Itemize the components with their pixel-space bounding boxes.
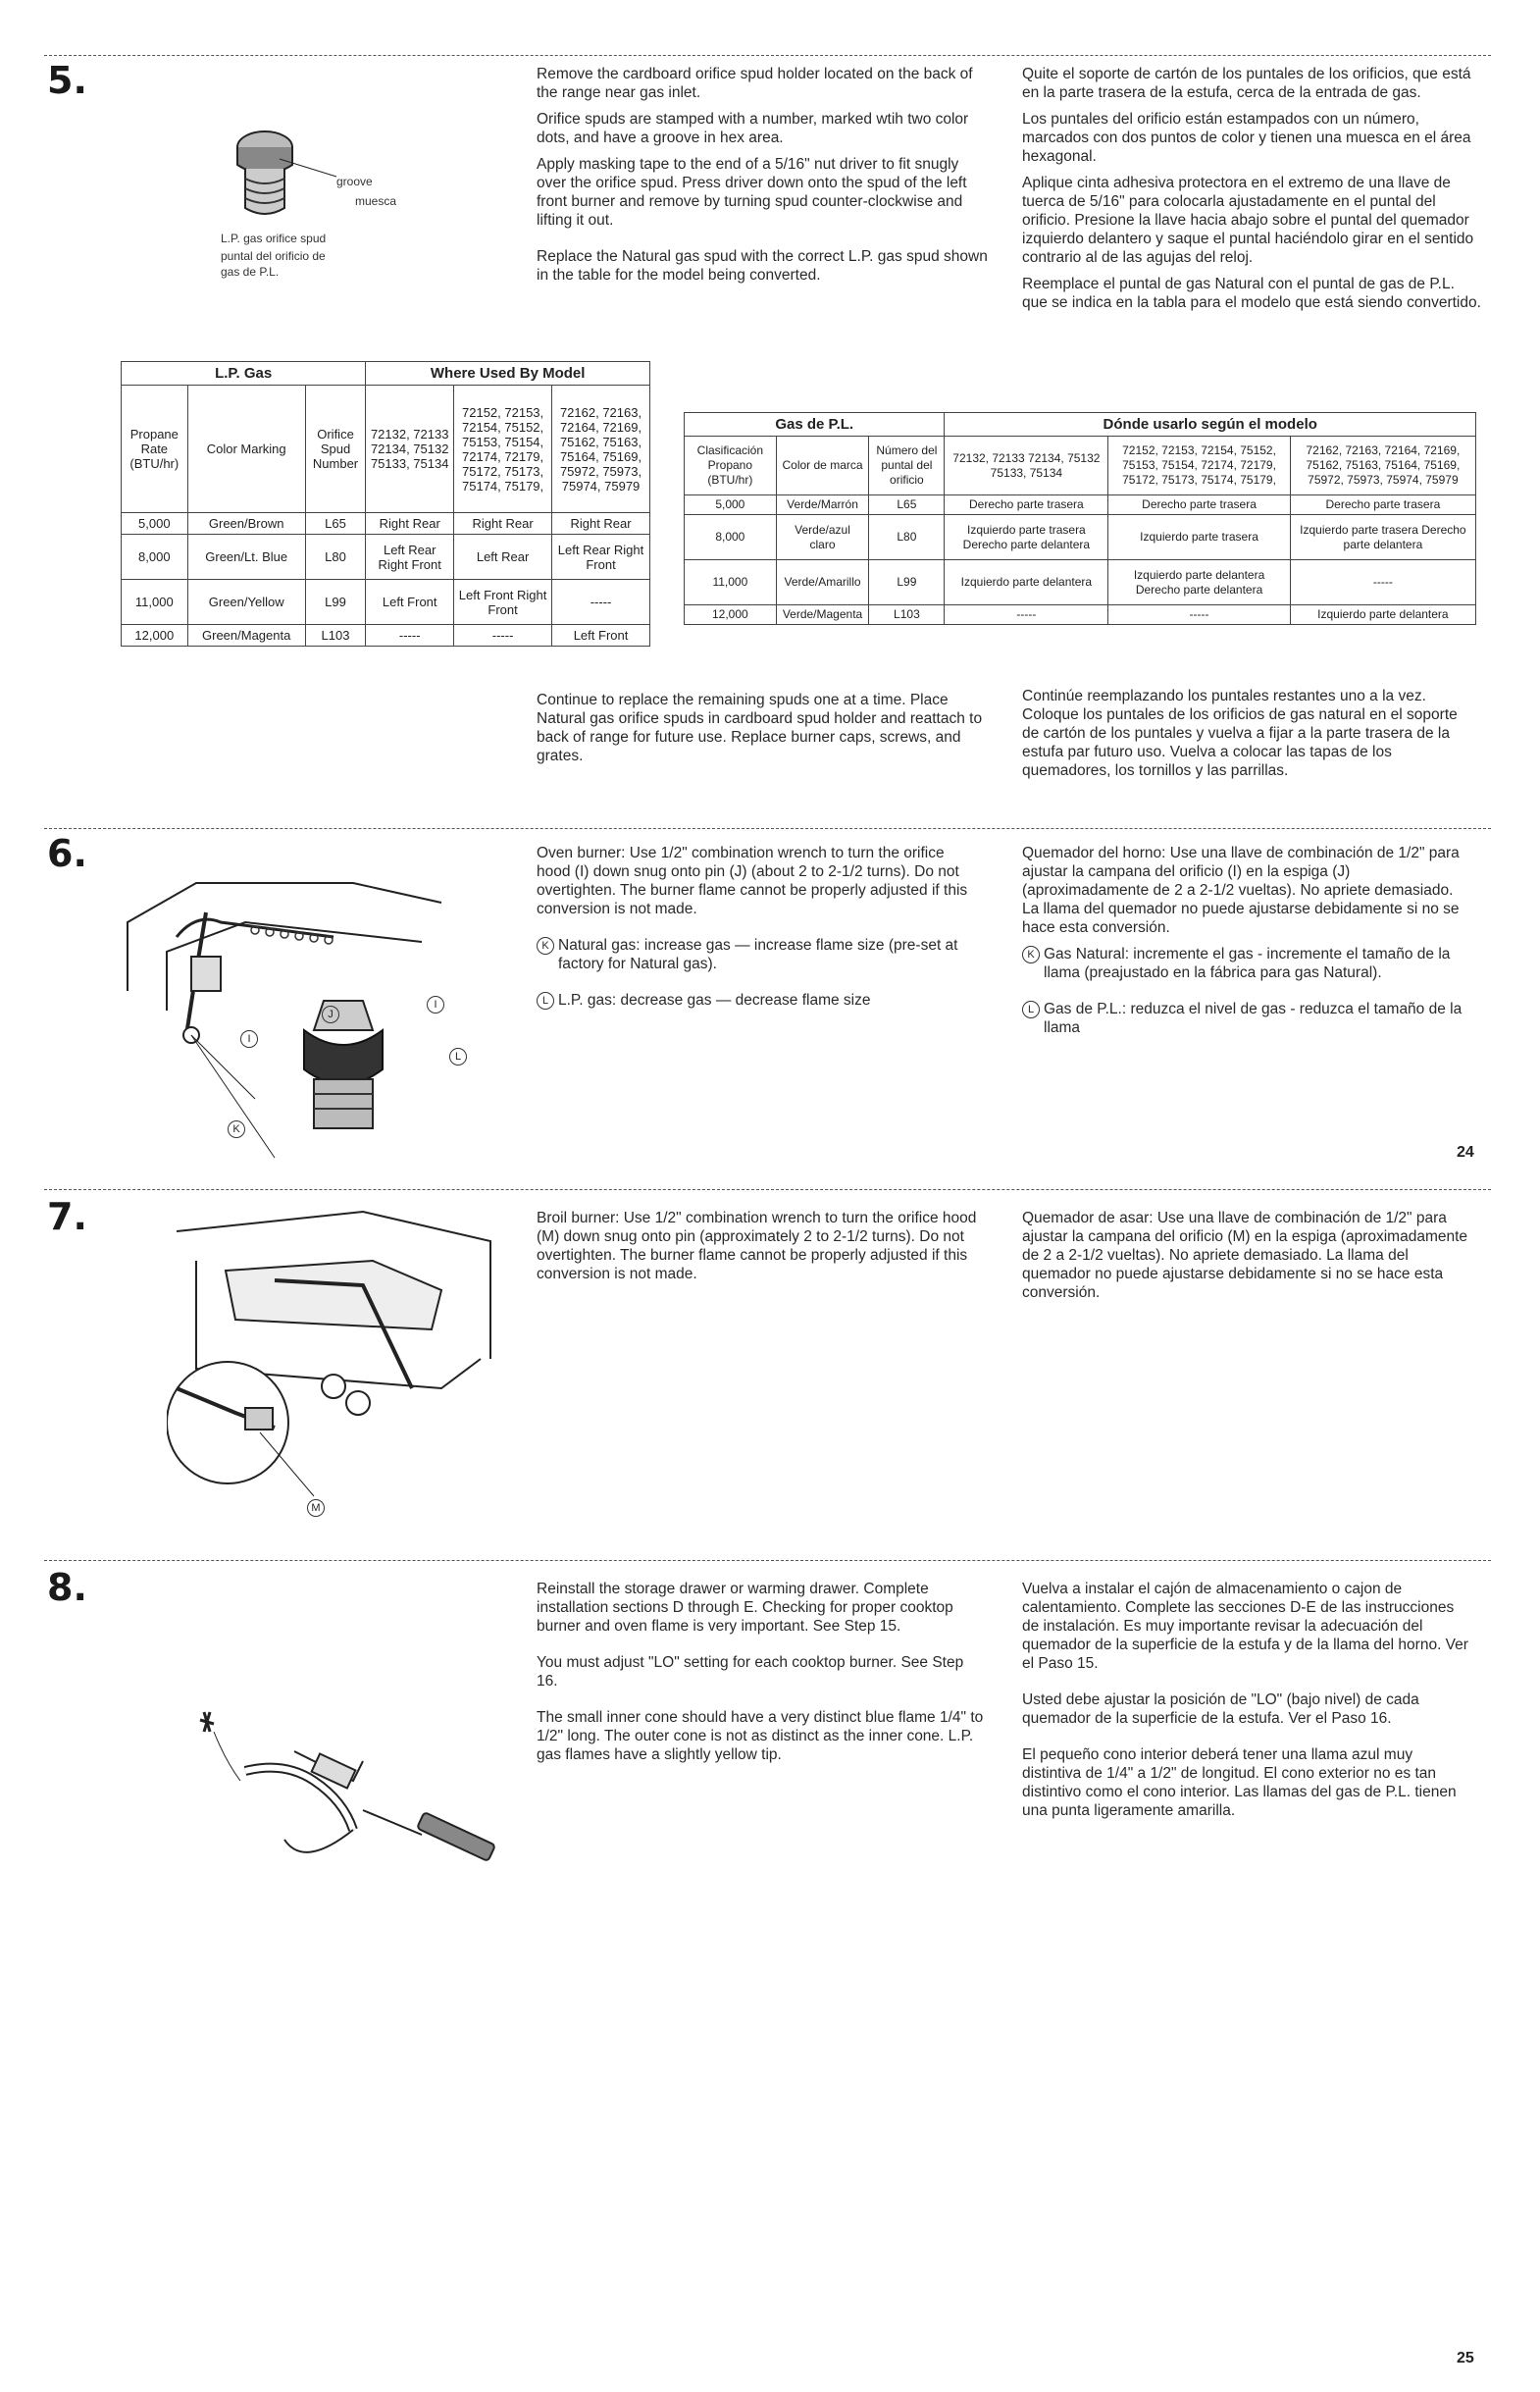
table-cell: Green/Magenta <box>187 625 305 647</box>
label-l-icon: L <box>449 1048 467 1066</box>
step-7-es: Quemador de asar: Use una llave de combinación de 1/2" para ajustar la campana del orificio (M) en la espiga (aproximadamente de 2 a 2-1/2 vueltas). No apriete demasiado. La llama del quemador no puede ajustarse debidamente si no se hace esta conversión. <box>1022 1210 1468 1301</box>
step-8-en-p1: Reinstall the storage drawer or warming drawer. Complete installation sections D through E. Checking for proper cooktop burner and oven flame is very important. See Step 15. <box>537 1581 953 1635</box>
step-7-en: Broil burner: Use 1/2" combination wrench to turn the orifice hood (M) down snug onto pin (approximately 2 to 2-1/2 turns). Do not overtighten. The burner flame cannot be properly adjusted if this conversion is not made. <box>537 1210 977 1282</box>
step-5-en-p2: Orifice spuds are stamped with a number, marked wtih two color dots, and have a groove in hex area. <box>537 111 969 146</box>
label-i-icon: I <box>240 1030 258 1048</box>
step-5-en-p1: Remove the cardboard orifice spud holder located on the back of the range near gas inlet. <box>537 66 973 101</box>
table-cell: Left Rear <box>454 535 552 580</box>
step-8-es-p1: Vuelva a instalar el cajón de almacenamiento o cajon de calentamiento. Complete las secciones D-E de las instrucciones de instalación. Es muy importante revisar la adecuación del quemador de la superficie de la estufa y de la llama del horno. Ver el Paso 15. <box>1022 1581 1468 1672</box>
divider-top <box>44 55 1491 56</box>
table-cell: L80 <box>305 535 366 580</box>
step-6-english <box>537 844 978 1017</box>
table-cell: Izquierdo parte trasera <box>1108 515 1290 560</box>
lp-gas-table-es <box>684 412 1476 625</box>
table-en-header: 72162, 72163, 72164, 72169, 75162, 75163, 75164, 75169, 75972, 75973, 75974, 75979 <box>552 386 650 513</box>
step-6-en-l-text: L.P. gas: decrease gas — decrease flame size <box>558 992 871 1009</box>
table-cell: ----- <box>1290 560 1475 605</box>
label-l-icon: L <box>537 992 554 1010</box>
table-en-header: 72152, 72153, 72154, 75152, 75153, 75154, 72174, 72179, 75172, 75173, 75174, 75179, <box>454 386 552 513</box>
table-cell: ----- <box>945 605 1108 625</box>
table-es-group1: Gas de P.L. <box>685 413 945 437</box>
table-cell: Verde/azul claro <box>776 515 869 560</box>
step-8-en-p3: The small inner cone should have a very distinct blue flame 1/4" to 1/2" long. The outer cone is not as distinct as the inner cone. L.P. gas flames have a slightly yellow tip. <box>537 1709 984 1763</box>
table-cell: Izquierdo parte trasera Derecho parte delantera <box>1290 515 1475 560</box>
label-j-icon: J <box>322 1006 339 1023</box>
step-6-en-p1: Oven burner: Use 1/2" combination wrench to turn the orifice hood (I) down snug onto pin (J) (about 2 to 2-1/2 turns). Do not overtighten. The burner flame cannot be properly adjusted if this conversion is not made. <box>537 845 968 917</box>
table-cell: ----- <box>454 625 552 647</box>
table-cell: 11,000 <box>685 560 777 605</box>
spud-caption-en: L.P. gas orifice spud <box>221 232 327 245</box>
table-es-header: 72162, 72163, 72164, 72169, 75162, 75163, 75164, 75169, 75972, 75973, 75974, 75979 <box>1290 437 1475 495</box>
table-cell: Derecho parte trasera <box>945 495 1108 515</box>
table-cell: Left Rear Right Front <box>366 535 454 580</box>
groove-label: groove <box>336 175 373 188</box>
burner-adjust-illustration <box>196 1702 510 1918</box>
table-cell: Right Rear <box>366 513 454 535</box>
muesca-label: muesca <box>355 194 397 208</box>
table-cell: Izquierdo parte delantera <box>1290 605 1475 625</box>
step-6-en-k <box>537 936 978 973</box>
step-8-es-p3: El pequeño cono interior deberá tener una llama azul muy distintiva de 1/4" a 1/2" de longitud. El cono exterior no es tan distintivo como el cono interior. Las llamas del gas de P.L. tienen una punta ligeramente amarilla. <box>1022 1746 1457 1819</box>
table-cell: L80 <box>869 515 945 560</box>
step-5-spanish-continue <box>1022 687 1473 788</box>
broil-burner-illustration <box>167 1202 500 1506</box>
step-5-en-p3: Apply masking tape to the end of a 5/16" nut driver to fit snugly over the orifice spud. Press driver down onto the spud of the left front burner and remove by turning spud counter-clockwise and lifting it out. <box>537 156 967 229</box>
table-cell: Verde/Amarillo <box>776 560 869 605</box>
table-cell: L103 <box>305 625 366 647</box>
table-cell: Verde/Marrón <box>776 495 869 515</box>
step-6-es-k <box>1022 945 1473 982</box>
label-k-icon: K <box>537 937 554 955</box>
table-cell: Verde/Magenta <box>776 605 869 625</box>
table-cell: L103 <box>869 605 945 625</box>
step-5-english <box>537 65 988 237</box>
page-number-24: 24 <box>1457 1144 1474 1161</box>
step-8-english <box>537 1580 988 1772</box>
table-cell: L99 <box>869 560 945 605</box>
table-es-header: Clasificación Propano (BTU/hr) <box>685 437 777 495</box>
step-5-number: 5. <box>47 59 87 102</box>
step-7-english <box>537 1209 978 1291</box>
step-8-es-p2: Usted debe ajustar la posición de "LO" (bajo nivel) de cada quemador de la superficie de la estufa. Ver el Paso 16. <box>1022 1691 1419 1727</box>
step-7-number: 7. <box>47 1195 87 1238</box>
step-6-es-p1: Quemador del horno: Use una llave de combinación de 1/2" para ajustar la campana del orificio (I) en la espiga (J) (aproximadamente de 2 a 2-1/2 vueltas). No apriete demasiado. La llama del quemador no puede ajustarse debidamente si no se hace esta conversión. <box>1022 845 1460 936</box>
table-cell: Green/Yellow <box>187 580 305 625</box>
table-cell: 8,000 <box>685 515 777 560</box>
step-5-es-p2: Los puntales del orificio están estampados con un número, marcados con dos puntos de color y tienen una muesca en el área hexagonal. <box>1022 111 1471 165</box>
divider-step-6 <box>44 828 1491 829</box>
table-en-group2: Where Used By Model <box>366 362 650 386</box>
spud-caption-es-2: gas de P.L. <box>221 265 280 279</box>
table-cell: Right Rear <box>552 513 650 535</box>
spud-caption-es-1: puntal del orificio de <box>221 249 326 263</box>
table-cell: ----- <box>552 580 650 625</box>
table-cell: 5,000 <box>685 495 777 515</box>
page-number-25: 25 <box>1457 2350 1474 2366</box>
table-cell: L65 <box>305 513 366 535</box>
table-cell: Left Front Right Front <box>454 580 552 625</box>
table-en-header: Propane Rate (BTU/hr) <box>122 386 188 513</box>
table-cell: 8,000 <box>122 535 188 580</box>
step-5-es-p1: Quite el soporte de cartón de los puntales de los orificios, que está en la parte trasera de la estufa, cerca de la entrada de gas. <box>1022 66 1471 101</box>
table-cell: 11,000 <box>122 580 188 625</box>
step-5-en-cont: Continue to replace the remaining spuds one at a time. Place Natural gas orifice spuds in cardboard spud holder and reattach to back of range for future use. Replace burner caps, screws, and grates. <box>537 692 983 764</box>
label-k-icon: K <box>228 1120 245 1138</box>
table-cell: L65 <box>869 495 945 515</box>
step-6-es-k-text: Gas Natural: incremente el gas - incremente el tamaño de la llama (preajustado en la fábrica para gas Natural). <box>1044 946 1451 981</box>
step-6-es-l-text: Gas de P.L.: reduzca el nivel de gas - reduzca el tamaño de la llama <box>1044 1001 1463 1036</box>
table-cell: 12,000 <box>685 605 777 625</box>
step-5-es-cont: Continúe reemplazando los puntales restantes uno a la vez. Coloque los puntales de los orificios de gas natural en el soporte de cartón de los puntales y vuelva a fijar a la parte trasera de la estufa par futuro uso. Vuelva a colocar las tapas de los quemadores, los tornillos y las parrillas. <box>1022 688 1458 779</box>
table-cell: L99 <box>305 580 366 625</box>
step-5-english-continue <box>537 691 998 773</box>
label-i2-icon: I <box>427 996 444 1014</box>
table-cell: 5,000 <box>122 513 188 535</box>
table-cell: Left Front <box>366 580 454 625</box>
table-es-group2: Dónde usarlo según el modelo <box>945 413 1476 437</box>
label-l-icon: L <box>1022 1001 1040 1018</box>
table-cell: ----- <box>1108 605 1290 625</box>
table-cell: Derecho parte trasera <box>1108 495 1290 515</box>
table-es-header: Número del puntal del orificio <box>869 437 945 495</box>
table-en-group1: L.P. Gas <box>122 362 366 386</box>
step-6-spanish <box>1022 844 1473 1045</box>
table-cell: Left Front <box>552 625 650 647</box>
step-5-spanish <box>1022 65 1483 320</box>
step-8-en-p2: You must adjust "LO" setting for each cooktop burner. See Step 16. <box>537 1654 964 1690</box>
step-5-en-p4: Replace the Natural gas spud with the correct L.P. gas spud shown in the table for the model being converted. <box>537 248 988 284</box>
step-8-number: 8. <box>47 1566 87 1609</box>
step-6-number: 6. <box>47 832 87 875</box>
step-6-en-l <box>537 991 978 1010</box>
divider-step-7 <box>44 1189 1491 1190</box>
step-5-es-p4: Reemplace el puntal de gas Natural con el puntal de gas de P.L. que se indica en la tabla para el modelo que está siendo convertido. <box>1022 276 1481 311</box>
table-cell: 12,000 <box>122 625 188 647</box>
label-m-icon: M <box>307 1499 325 1517</box>
lp-gas-table-en <box>121 361 650 647</box>
table-cell: Right Rear <box>454 513 552 535</box>
table-en-header: Orifice Spud Number <box>305 386 366 513</box>
table-cell: ----- <box>366 625 454 647</box>
step-6-en-k-text: Natural gas: increase gas — increase flame size (pre-set at factory for Natural gas). <box>558 937 958 972</box>
table-en-header: 72132, 72133 72134, 75132 75133, 75134 <box>366 386 454 513</box>
divider-step-8 <box>44 1560 1491 1561</box>
label-k-icon: K <box>1022 946 1040 963</box>
table-cell: Green/Lt. Blue <box>187 535 305 580</box>
table-es-header: Color de marca <box>776 437 869 495</box>
step-6-es-l <box>1022 1000 1473 1037</box>
table-es-header: 72132, 72133 72134, 75132 75133, 75134 <box>945 437 1108 495</box>
table-en-header: Color Marking <box>187 386 305 513</box>
table-cell: Derecho parte trasera <box>1290 495 1475 515</box>
table-cell: Izquierdo parte delantera Derecho parte delantera <box>1108 560 1290 605</box>
table-cell: Left Rear Right Front <box>552 535 650 580</box>
table-cell: Izquierdo parte delantera <box>945 560 1108 605</box>
step-7-spanish <box>1022 1209 1473 1310</box>
table-cell: Izquierdo parte trasera Derecho parte delantera <box>945 515 1108 560</box>
table-cell: Green/Brown <box>187 513 305 535</box>
step-5-english-last <box>537 247 988 292</box>
table-es-header: 72152, 72153, 72154, 75152, 75153, 75154, 72174, 72179, 75172, 75173, 75174, 75179, <box>1108 437 1290 495</box>
step-8-spanish <box>1022 1580 1473 1828</box>
step-5-es-p3: Aplique cinta adhesiva protectora en el extremo de una llave de tuerca de 5/16" para colocarla ajustadamente en el puntal del orificio. Presione la llave hacia abajo sobre el puntal del quemador izquierdo delantero y saque el puntal haciéndolo girar en el sentido contrario al de las agujas del reloj. <box>1022 175 1474 266</box>
